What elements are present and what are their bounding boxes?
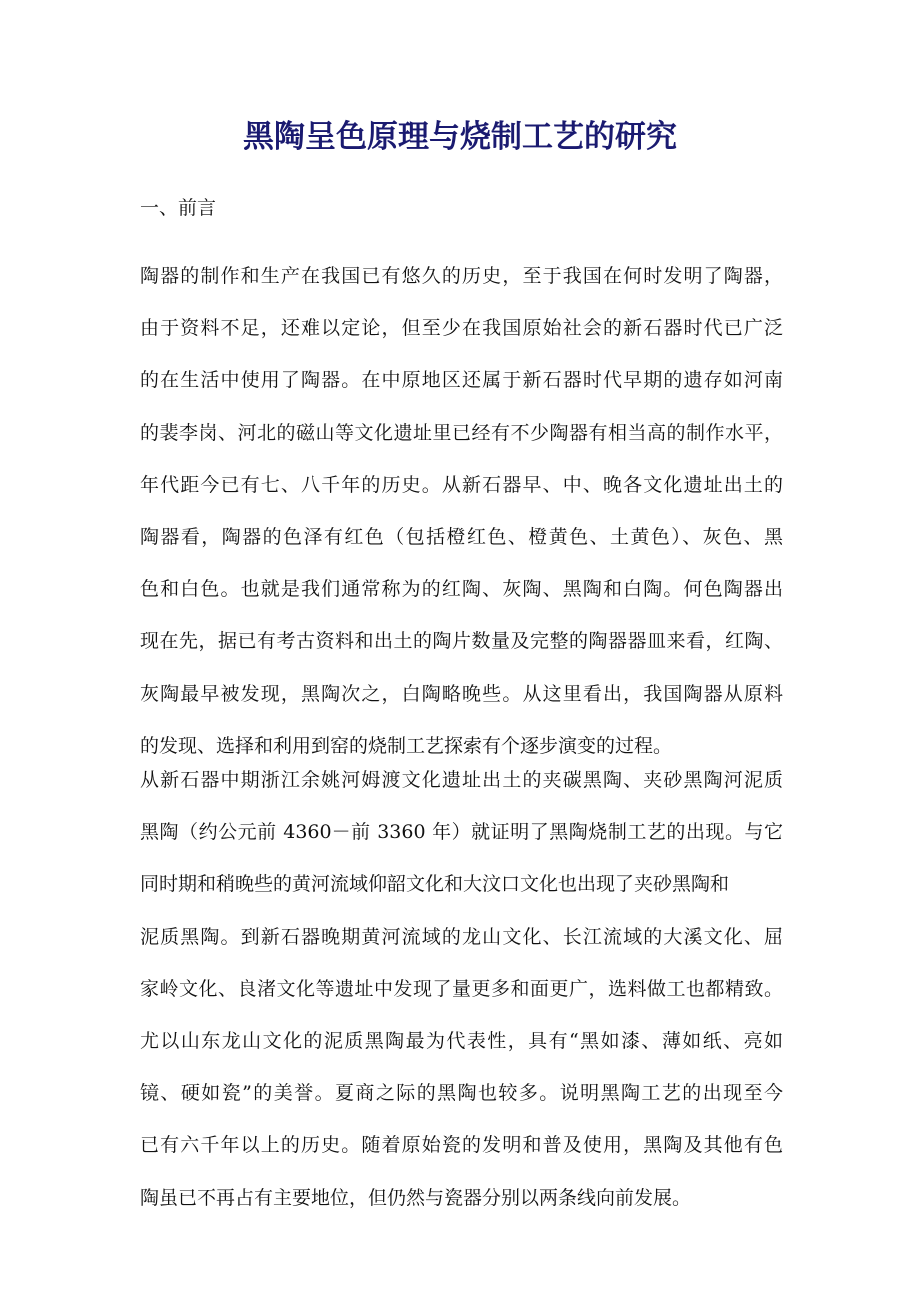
text-line: 家岭文化、良渚文化等遗址中发现了量更多和面更广，选料做工也都精致。 (140, 977, 783, 1000)
text-line: 现在先，据已有考古资料和出土的陶片数量及完整的陶器器皿来看，红陶、 (140, 630, 783, 653)
text-line: 陶器看，陶器的色泽有红色（包括橙红色、橙黄色、土黄色）、灰色、黑 (140, 525, 783, 548)
text-line: 已有六千年以上的历史。随着原始瓷的发明和普及使用，黑陶及其他有色 (140, 1134, 783, 1157)
paragraph-1 (140, 250, 783, 772)
text-line: 的裴李岗、河北的磁山等文化遗址里已经有不少陶器有相当高的制作水平， (140, 421, 783, 444)
text-line: 陶虽已不再占有主要地位，但仍然与瓷器分别以两条线向前发展。 (140, 1186, 692, 1209)
text-line: 从新石器中期浙江余姚河姆渡文化遗址出土的夹碳黑陶、夹砂黑陶河泥质 (140, 769, 783, 791)
section-heading: 一、前言 (140, 197, 217, 219)
text-line: 镜、硬如瓷”的美誉。夏商之际的黑陶也较多。说明黑陶工艺的出现至今 (140, 1082, 783, 1105)
text-line: 色和白色。也就是我们通常称为的红陶、灰陶、黑陶和白陶。何色陶器出 (140, 578, 783, 601)
text-line: 同时期和稍晚些的黄河流域仰韶文化和大汶口文化也出现了夹砂黑陶和 (140, 873, 730, 896)
text-line: 尤以山东龙山文化的泥质黑陶最为代表性，具有“黑如漆、薄如纸、亮如 (140, 1029, 783, 1052)
text-line: 的在生活中使用了陶器。在中原地区还属于新石器时代早期的遗存如河南 (140, 369, 783, 392)
text-line: 泥质黑陶。到新石器晚期黄河流域的龙山文化、长江流域的大溪文化、屈 (140, 925, 783, 948)
text-line: 黑陶（约公元前 4360－前 3360 年）就证明了黑陶烧制工艺的出现。与它 (140, 821, 783, 844)
text-line: 灰陶最早被发现，黑陶次之，白陶略晚些。从这里看出，我国陶器从原料 (140, 682, 783, 705)
text-line: 的发现、选择和利用到窑的烧制工艺探索有个逐步演变的过程。 (140, 734, 673, 757)
text-line: 陶器的制作和生产在我国已有悠久的历史，至于我国在何时发明了陶器， (140, 265, 783, 287)
text-line: 年代距今已有七、八千年的历史。从新石器早、中、晚各文化遗址出土的 (140, 473, 783, 496)
text-line: 由于资料不足，还难以定论，但至少在我国原始社会的新石器时代已广泛 (140, 317, 783, 340)
document-title: 黑陶呈色原理与烧制工艺的研究 (243, 119, 677, 155)
paragraph-2 (140, 754, 783, 1224)
